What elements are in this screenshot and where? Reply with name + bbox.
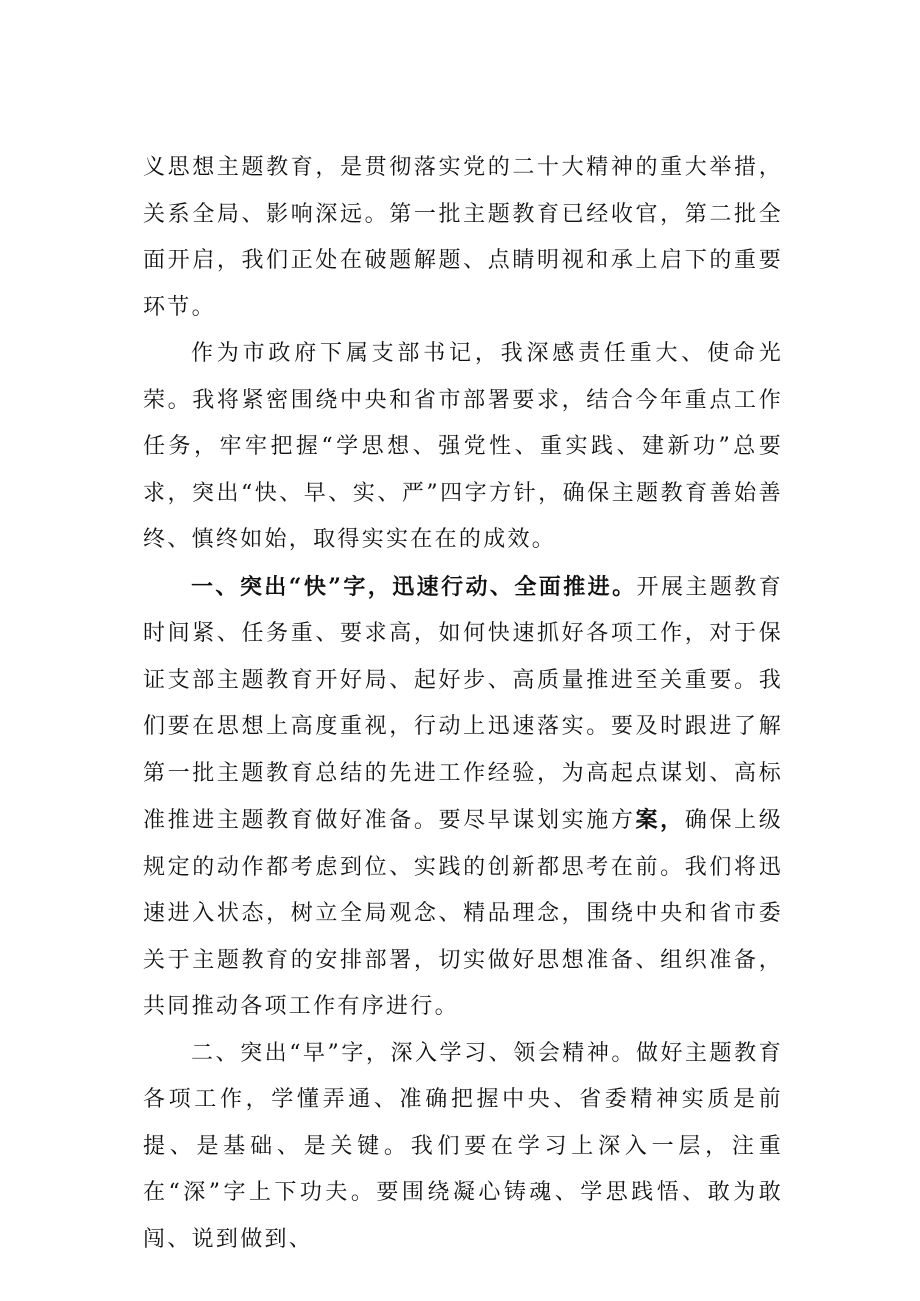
paragraph-3: [143, 564, 783, 1031]
paragraph-3-text-b: 确保上级规定的动作都考虑到位、实践的创新都思考在前。我们将迅速进入状态，树立全局观念、精品理念，围绕中央和省市委关于主题教育的安排部署，切实做好思想准备、组织准备，共同推动各项工作有序进行。: [143, 808, 783, 1019]
paragraph-3-text-a: 开展主题教育时间紧、任务重、要求高，如何快速抓好各项工作，对于保证支部主题教育开好局、起好步、高质量推进至关重要。我们要在思想上高度重视，行动上迅速落实。要及时跟进了解第一批主题教育总结的先进工作经验，为高起点谋划、高标准推进主题教育做好准备。要尽早谋划实施方: [143, 574, 783, 833]
paragraph-1: [143, 145, 783, 331]
paragraph-1-text: 义思想主题教育，是贯彻落实党的二十大精神的重大举措，关系全局、影响深远。第一批主题教育已经收官，第二批全面开启，我们正处在破题解题、点睛明视和承上启下的重要环节。: [143, 155, 783, 320]
paragraph-2-text: 作为市政府下属支部书记，我深感责任重大、使命光荣。我将紧密围绕中央和省市部署要求，结合今年重点工作任务，牢牢把握“学思想、强党性、重实践、建新功”总要求，突出“快、早、实、严”四字方针，确保主题教育善始善终、慎终如始，取得实实在在的成效。: [143, 341, 783, 552]
section-heading-1: 一、突出“快”字，迅速行动、全面推进。: [191, 573, 637, 600]
paragraph-4-text: 二、突出“早”字，深入学习、领会精神。做好主题教育各项工作，学懂弄通、准确把握中央、省委精神实质是前提、是基础、是关键。我们要在学习上深入一层，注重在“深”字上下功夫。要围绕凝心铸魂、学思践悟、敢为敢闯、说到做到、: [143, 1040, 783, 1252]
document-body: [143, 145, 783, 1263]
paragraph-3-bold-word: 案，: [635, 807, 685, 833]
paragraph-2: [143, 331, 783, 564]
paragraph-4: [143, 1031, 783, 1264]
